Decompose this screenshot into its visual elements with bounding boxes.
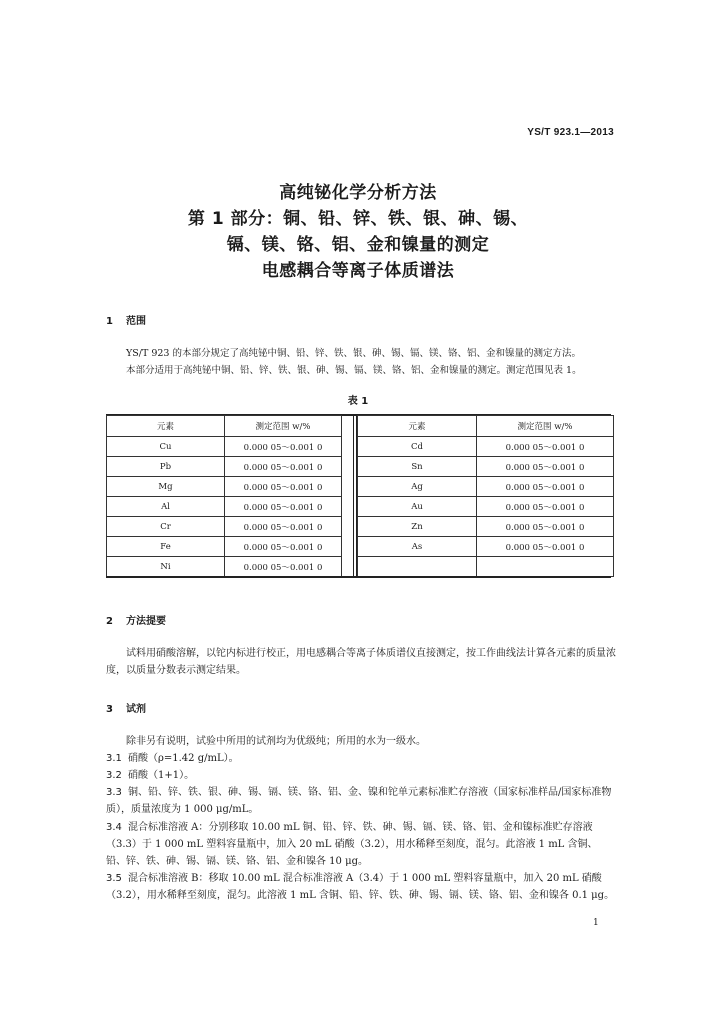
element-cell: As [358,537,477,557]
element-cell [358,557,477,577]
title-line: 电感耦合等离子体质谱法 [261,261,455,281]
column-header-element: 元素 [358,416,477,437]
list-item [106,784,616,818]
table-row [107,537,342,557]
section-title: 方法提要 [126,616,166,627]
section-number: 1 [106,316,113,327]
list-item [106,767,616,784]
section-2-heading [106,612,166,627]
paragraph: 除非另有说明，试验中所用的试剂均为优级纯；所用的水为一级水。 [126,736,426,747]
element-cell: Al [107,497,225,517]
table-row [358,437,614,457]
table-row [358,557,614,577]
table-row [358,497,614,517]
list-item [106,750,616,767]
paragraph: 本部分适用于高纯铋中铜、铅、锌、铁、银、砷、锡、镉、镁、铬、铝、金和镍量的测定。测定范围见表 1。 [126,365,582,376]
standard-code: YS/T 923.1—2013 [527,127,614,138]
range-cell: 0.000 05～0.001 0 [225,457,342,477]
element-cell: Pb [107,457,225,477]
range-table-right [357,415,614,577]
element-cell: Ag [358,477,477,497]
item-text: 硝酸（ρ=1.42 g/mL）。 [128,753,239,764]
list-item [106,870,616,904]
section-3-heading [106,700,146,715]
page-number: 1 [593,918,599,928]
table-row [107,477,342,497]
table-row [358,537,614,557]
range-cell: 0.000 05～0.001 0 [477,437,614,457]
table-row [107,517,342,537]
section-number: 2 [106,616,113,627]
title-line: 第 1 部分：铜、铅、锌、铁、银、砷、锡、 [187,209,529,229]
item-text: 混合标准溶液 A：分别移取 10.00 mL 铜、铅、锌、铁、砷、锡、镉、镁、铬、铝、金和镍标准贮存溶液（3.3）于 1 000 mL 塑料容量瓶中，加入 20 mL 硝酸（3.2），用水稀释至刻度，混匀。此溶液 1 mL 含铜、铅、锌、铁、砷、锡、镉、镁、铬、铝、金和镍各 10 μg。 [106,822,598,867]
list-item [106,819,616,870]
element-cell: Cd [358,437,477,457]
section-number: 3 [106,704,113,715]
section-1-heading [106,312,146,327]
paragraph: YS/T 923 的本部分规定了高纯铋中铜、铅、锌、铁、银、砷、锡、镉、镁、铬、铝、金和镍量的测定方法。 [126,348,581,359]
element-cell: Cr [107,517,225,537]
item-number: 3.4 [106,822,122,833]
item-number: 3.3 [106,787,122,798]
range-cell: 0.000 05～0.001 0 [477,517,614,537]
range-cell [477,557,614,577]
element-cell: Cu [107,437,225,457]
range-cell: 0.000 05～0.001 0 [477,457,614,477]
title-line: 高纯铋化学分析方法 [279,183,437,203]
column-header-element: 元素 [107,416,225,437]
table-header-row [107,416,342,437]
section-title: 试剂 [126,704,146,715]
title-line: 镉、镁、铬、铝、金和镍量的测定 [226,235,490,255]
element-cell: Sn [358,457,477,477]
table-title: 表 1 [347,396,369,407]
table-row [107,457,342,477]
range-cell: 0.000 05～0.001 0 [477,497,614,517]
document-title [0,180,716,284]
table-row [358,457,614,477]
item-number: 3.2 [106,770,122,781]
table-row [107,497,342,517]
range-cell: 0.000 05～0.001 0 [225,557,342,577]
range-cell: 0.000 05～0.001 0 [477,477,614,497]
range-cell: 0.000 05～0.001 0 [225,477,342,497]
range-cell: 0.000 05～0.001 0 [225,437,342,457]
item-text: 铜、铅、锌、铁、银、砷、锡、镉、镁、铬、铝、金、镍和铊单元素标准贮存溶液（国家标准样品/国家标准物质），质量浓度为 1 000 μg/mL。 [106,787,612,815]
column-header-range: 测定范围 w/% [477,416,614,437]
table-row [358,477,614,497]
column-header-range: 测定范围 w/% [225,416,342,437]
range-cell: 0.000 05～0.001 0 [225,537,342,557]
range-cell: 0.000 05～0.001 0 [225,517,342,537]
element-cell: Fe [107,537,225,557]
section-title: 范围 [126,316,146,327]
element-cell: Au [358,497,477,517]
range-cell: 0.000 05～0.001 0 [477,537,614,557]
item-text: 硝酸（1+1）。 [128,770,195,781]
table-row [107,557,342,577]
table-row [107,437,342,457]
range-table-left [106,415,342,577]
item-number: 3.1 [106,753,122,764]
range-cell: 0.000 05～0.001 0 [225,497,342,517]
element-cell: Mg [107,477,225,497]
paragraph: 试料用硝酸溶解，以铊内标进行校正，用电感耦合等离子体质谱仪直接测定，按工作曲线法计算各元素的质量浓度，以质量分数表示测定结果。 [106,648,616,676]
table-header-row [358,416,614,437]
element-cell: Ni [107,557,225,577]
item-number: 3.5 [106,873,122,884]
item-text: 混合标准溶液 B：移取 10.00 mL 混合标准溶液 A（3.4）于 1 000 mL 塑料容量瓶中，加入 20 mL 硝酸（3.2），用水稀释至刻度，混匀。此溶液 1 mL 含铜、铅、锌、铁、砷、锡、镉、镁、铬、铝、金和镍各 0.1 μg。 [106,873,615,901]
table-border [106,576,611,578]
element-cell: Zn [358,517,477,537]
table-row [358,517,614,537]
